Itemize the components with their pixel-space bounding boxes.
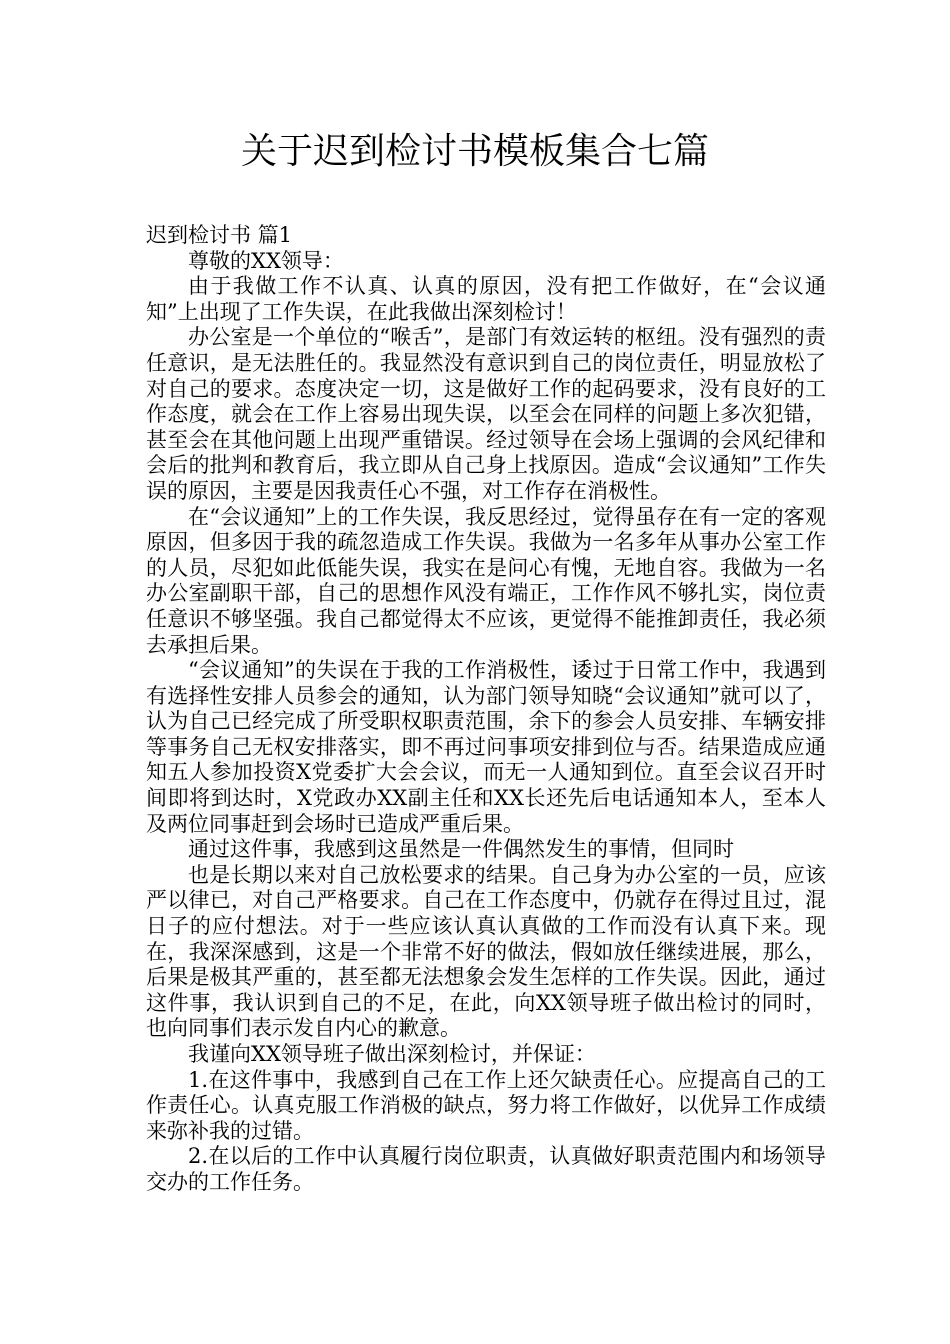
paragraph-7: 我谨向XX领导班子做出深刻检讨，并保证：	[188, 1042, 596, 1066]
salutation: 尊敬的XX领导：	[188, 248, 344, 273]
document-title: 关于迟到检讨书模板集合七篇	[240, 131, 709, 172]
paragraph-1: 由于我做工作不认真、认真的原因，没有把工作做好，在“会议通知”上出现了工作失误，在此我做出深刻检讨！	[146, 274, 826, 324]
document-body	[146, 223, 826, 1196]
paragraph-3: 在“会议通知”上的工作失误，我反思经过，觉得虽存在有一定的客观原因，但多因于我的疏忽造成工作失误。我做为一名多年从事办公室工作的人员，尽犯如此低能失误，我实在是问心有愧，无地自容。我做为一名办公室副职干部，自己的思想作风没有端正，工作作风不够扎实，岗位责任意识不够坚强。我自己都觉得太不应该，更觉得不能推卸责任，我必须去承担后果。	[146, 504, 826, 657]
pledge-item-1: 1.在这件事中，我感到自己在工作上还欠缺责任心。应提高自己的工作责任心。认真克服工作消极的缺点，努力将工作做好，以优异工作成绩来弥补我的过错。	[146, 1067, 826, 1143]
paragraph-5: 通过这件事，我感到这虽然是一件偶然发生的事情，但同时	[188, 837, 734, 862]
section-heading: 迟到检讨书 篇1	[146, 223, 293, 247]
pledge-item-2: 2.在以后的工作中认真履行岗位职责，认真做好职责范围内和场领导交办的工作任务。	[146, 1144, 826, 1194]
paragraph-4: “会议通知”的失误在于我的工作消极性，诿过于日常工作中，我遇到有选择性安排人员参会的通知，认为部门领导知晓“会议通知”就可以了，认为自己已经完成了所受职权职责范围，余下的参会人员安排、车辆安排等事务自己无权安排落实，即不再过问事项安排到位与否。结果造成应通知五人参加投资X党委扩大会会议，而无一人通知到位。直至会议召开时间即将到达时，X党政办XX副主任和XX长还先后电话通知本人，至本人及两位同事赶到会场时已造成严重后果。	[146, 658, 826, 836]
paragraph-6: 也是长期以来对自己放松要求的结果。自己身为办公室的一员，应该严以律已，对自己严格要求。自己在工作态度中，仍就存在得过且过，混日子的应付想法。对于一些应该认真认真做的工作而没有认真下来。现在，我深深感到，这是一个非常不好的做法，假如放任继续进展，那么，后果是极其严重的，甚至都无法想象会发生怎样的工作失误。因此，通过这件事，我认识到自己的不足，在此，向XX领导班子做出检讨的同时，也向同事们表示发自内心的歉意。	[146, 862, 826, 1041]
paragraph-2: 办公室是一个单位的“喉舌”，是部门有效运转的枢纽。没有强烈的责任意识，是无法胜任的。我显然没有意识到自己的岗位责任，明显放松了对自己的要求。态度决定一切，这是做好工作的起码要求，没有良好的工作态度，就会在工作上容易出现失误，以至会在同样的问题上多次犯错，甚至会在其他问题上出现严重错误。经过领导在会场上强调的会风纪律和会后的批判和教育后，我立即从自己身上找原因。造成“会议通知”工作失误的原因，主要是因我责任心不强，对工作存在消极性。	[146, 325, 826, 503]
